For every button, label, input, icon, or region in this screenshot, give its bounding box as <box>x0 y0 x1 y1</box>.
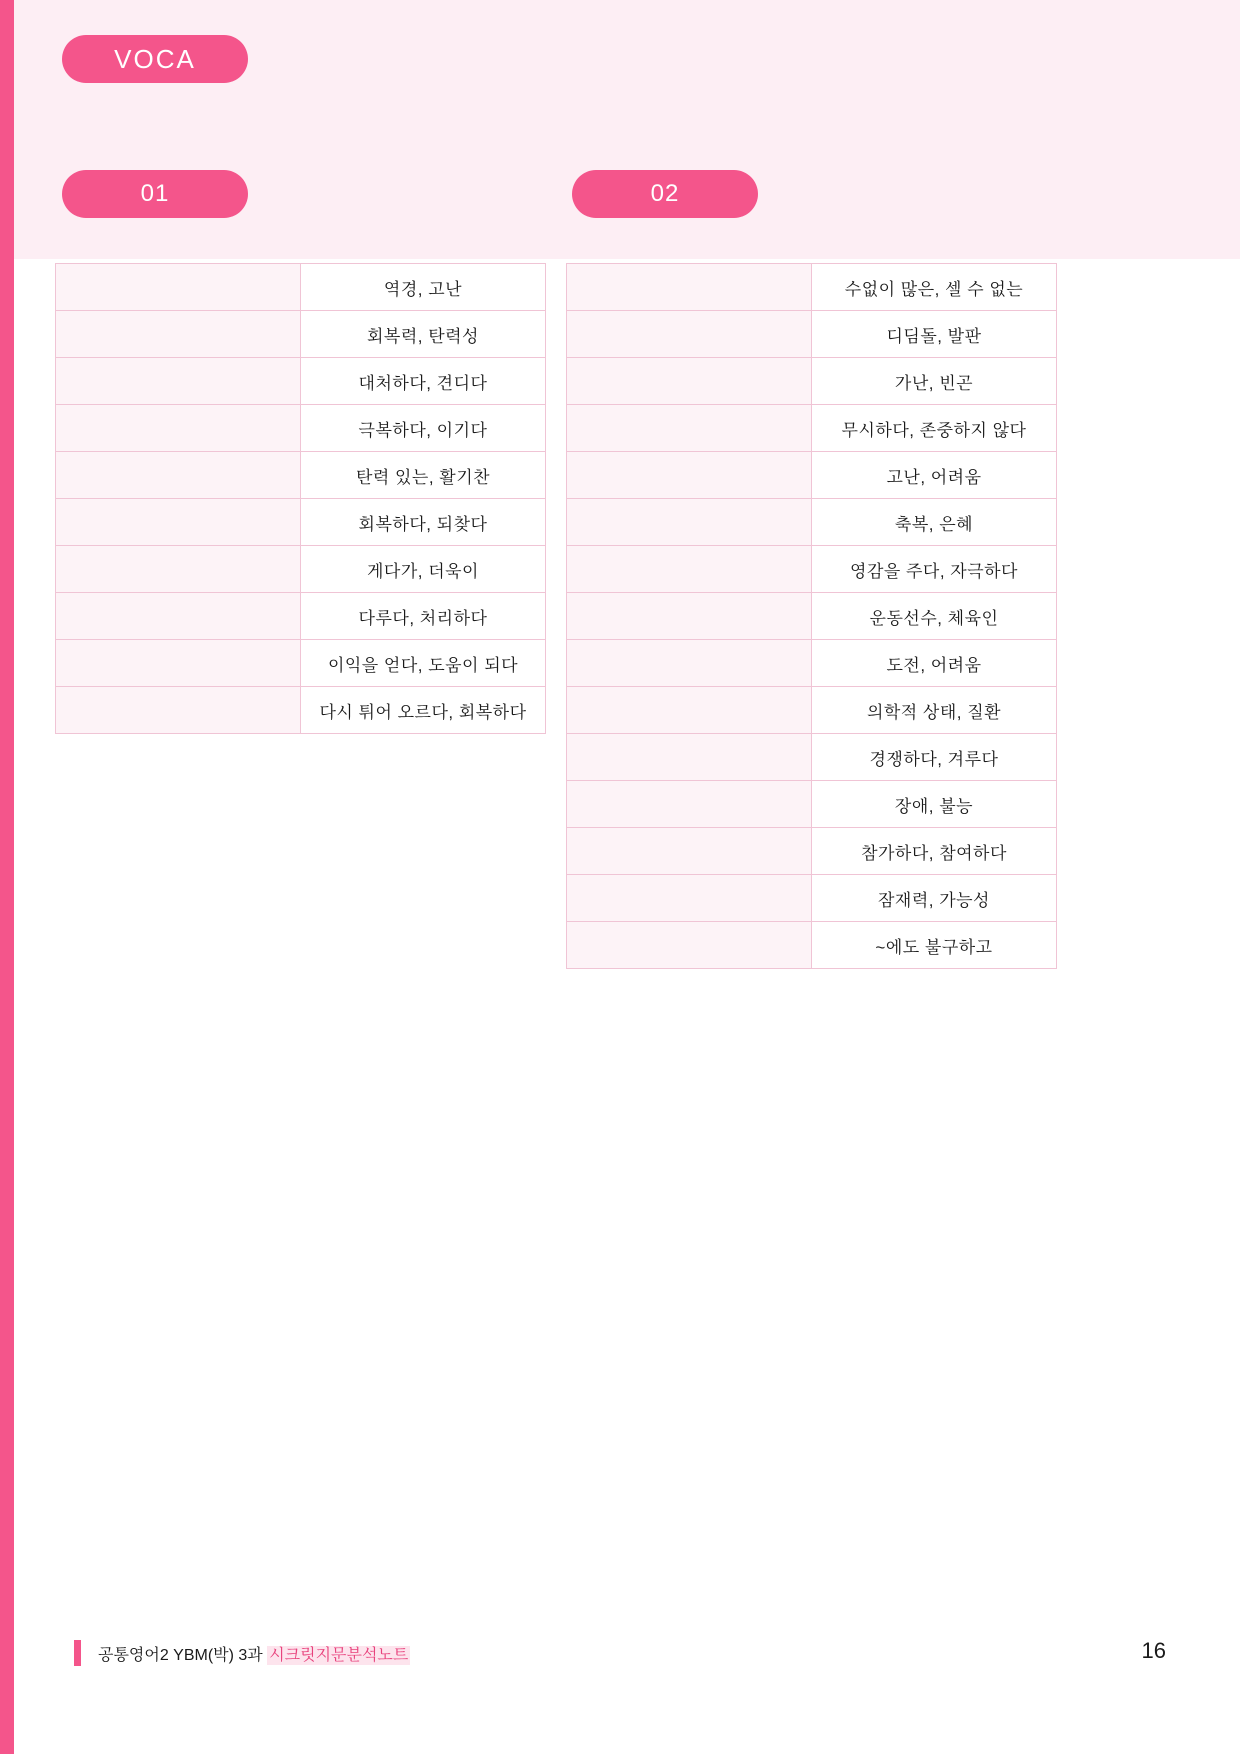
meaning-cell: 의학적 상태, 질환 <box>812 687 1057 734</box>
word-cell[interactable] <box>56 405 301 452</box>
word-cell[interactable] <box>567 734 812 781</box>
table-row <box>567 828 1057 875</box>
left-accent-bar <box>0 0 14 1754</box>
table-row <box>567 546 1057 593</box>
word-cell[interactable] <box>567 640 812 687</box>
meaning-cell: 게다가, 더욱이 <box>301 546 546 593</box>
table-row <box>567 452 1057 499</box>
meaning-cell: 잠재력, 가능성 <box>812 875 1057 922</box>
table-row <box>56 358 546 405</box>
meaning-cell: 이익을 얻다, 도움이 되다 <box>301 640 546 687</box>
word-cell[interactable] <box>56 452 301 499</box>
word-cell[interactable] <box>567 358 812 405</box>
word-cell[interactable] <box>56 640 301 687</box>
meaning-cell: 디딤돌, 발판 <box>812 311 1057 358</box>
footer-accent-mark <box>74 1640 81 1666</box>
section-pill-01: 01 <box>62 170 248 218</box>
table-row <box>56 687 546 734</box>
table-row <box>56 452 546 499</box>
meaning-cell: 역경, 고난 <box>301 264 546 311</box>
meaning-cell: 축복, 은혜 <box>812 499 1057 546</box>
page-number: 16 <box>1141 1638 1166 1663</box>
table-row <box>567 781 1057 828</box>
meaning-cell: 다시 튀어 오르다, 회복하다 <box>301 687 546 734</box>
table-row <box>56 593 546 640</box>
meaning-cell: 고난, 어려움 <box>812 452 1057 499</box>
section-pill-02: 02 <box>572 170 758 218</box>
vocab-table-01-body <box>56 264 546 734</box>
footer-label-plain: 공통영어2 YBM(박) 3과 <box>98 1647 268 1664</box>
meaning-cell: 영감을 주다, 자극하다 <box>812 546 1057 593</box>
meaning-cell: 극복하다, 이기다 <box>301 405 546 452</box>
table-row <box>56 264 546 311</box>
table-row <box>567 687 1057 734</box>
word-cell[interactable] <box>567 781 812 828</box>
word-cell[interactable] <box>56 593 301 640</box>
word-cell[interactable] <box>567 687 812 734</box>
meaning-cell: 참가하다, 참여하다 <box>812 828 1057 875</box>
voca-title-pill: VOCA <box>62 35 248 83</box>
meaning-cell: 대처하다, 견디다 <box>301 358 546 405</box>
table-row <box>567 734 1057 781</box>
table-row <box>567 311 1057 358</box>
word-cell[interactable] <box>567 499 812 546</box>
meaning-cell: 장애, 불능 <box>812 781 1057 828</box>
word-cell[interactable] <box>56 499 301 546</box>
table-row <box>56 546 546 593</box>
table-row <box>56 405 546 452</box>
meaning-cell: 운동선수, 체육인 <box>812 593 1057 640</box>
page-footer <box>0 1630 1240 1690</box>
table-row <box>567 875 1057 922</box>
meaning-cell: 탄력 있는, 활기찬 <box>301 452 546 499</box>
vocab-table-02-body <box>567 264 1057 969</box>
word-cell[interactable] <box>567 875 812 922</box>
vocab-table-02 <box>566 263 1057 969</box>
meaning-cell: 도전, 어려움 <box>812 640 1057 687</box>
table-row <box>56 499 546 546</box>
table-row <box>567 640 1057 687</box>
meaning-cell: 가난, 빈곤 <box>812 358 1057 405</box>
word-cell[interactable] <box>567 828 812 875</box>
vocab-table-01 <box>55 263 546 734</box>
table-row <box>567 358 1057 405</box>
table-row <box>56 640 546 687</box>
word-cell[interactable] <box>567 546 812 593</box>
meaning-cell: 다루다, 처리하다 <box>301 593 546 640</box>
word-cell[interactable] <box>56 687 301 734</box>
table-row <box>567 264 1057 311</box>
meaning-cell: 회복하다, 되찾다 <box>301 499 546 546</box>
word-cell[interactable] <box>56 358 301 405</box>
table-row <box>56 311 546 358</box>
table-row <box>567 405 1057 452</box>
table-row <box>567 593 1057 640</box>
word-cell[interactable] <box>56 546 301 593</box>
meaning-cell: 수없이 많은, 셀 수 없는 <box>812 264 1057 311</box>
word-cell[interactable] <box>567 922 812 969</box>
word-cell[interactable] <box>567 311 812 358</box>
word-cell[interactable] <box>56 264 301 311</box>
table-row <box>567 922 1057 969</box>
word-cell[interactable] <box>567 264 812 311</box>
meaning-cell: 경쟁하다, 겨루다 <box>812 734 1057 781</box>
footer-label-highlight: 시크릿지문분석노트 <box>269 1647 409 1664</box>
word-cell[interactable] <box>567 405 812 452</box>
meaning-cell: 회복력, 탄력성 <box>301 311 546 358</box>
word-cell[interactable] <box>56 311 301 358</box>
word-cell[interactable] <box>567 593 812 640</box>
word-cell[interactable] <box>567 452 812 499</box>
footer-label <box>98 1642 410 1665</box>
meaning-cell: ~에도 불구하고 <box>812 922 1057 969</box>
table-row <box>567 499 1057 546</box>
meaning-cell: 무시하다, 존중하지 않다 <box>812 405 1057 452</box>
